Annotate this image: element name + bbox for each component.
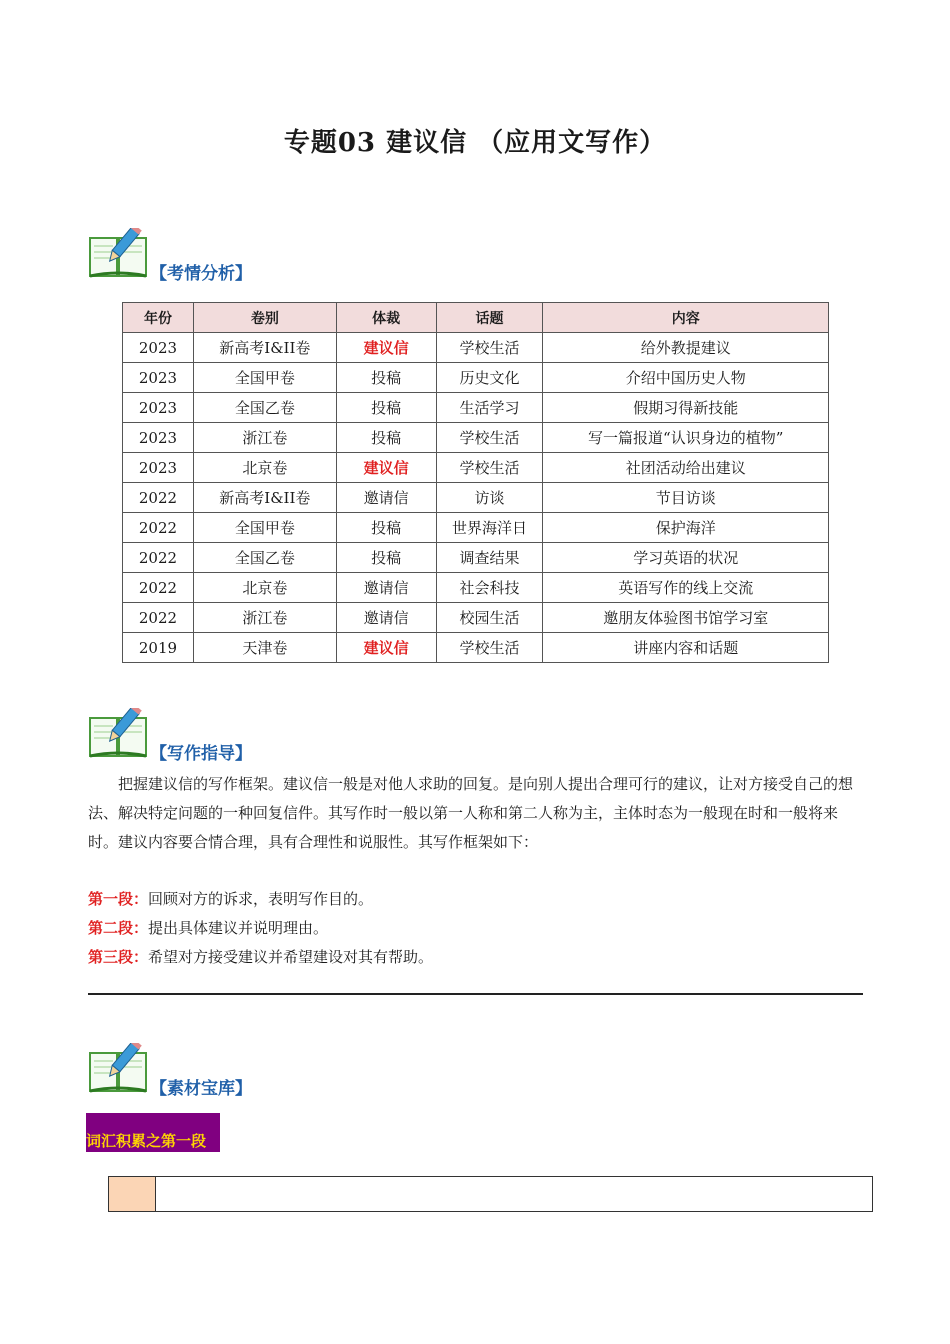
cell-year: 2023 [123,333,194,363]
table-row [123,423,829,453]
exam-analysis-table [122,302,829,663]
cell-year: 2023 [123,423,194,453]
table-row [123,483,829,513]
table-row [123,513,829,543]
table-row [123,603,829,633]
column-header-genre: 体裁 [336,303,436,333]
cell-content: 英语写作的线上交流 [543,573,829,603]
table-row [123,573,829,603]
cell-genre: 投稿 [336,543,436,573]
cell-year: 2023 [123,453,194,483]
cell-paper: 北京卷 [193,453,336,483]
cell-genre: 邀请信 [336,603,436,633]
cell-year: 2022 [123,483,194,513]
cell-content: 社团活动给出建议 [543,453,829,483]
vocab-tag: 词汇积累之第一段 [86,1113,220,1152]
cell-topic: 学校生活 [436,633,543,663]
vocab-table-content-cell [156,1177,872,1211]
column-header-year: 年份 [123,303,194,333]
section-guide-label: 【写作指导】 [150,744,252,764]
table-row [123,633,829,663]
cell-genre: 邀请信 [336,573,436,603]
cell-paper: 全国甲卷 [193,513,336,543]
cell-paper: 全国乙卷 [193,393,336,423]
cell-content: 节目访谈 [543,483,829,513]
cell-content: 讲座内容和话题 [543,633,829,663]
section-guide [88,708,388,764]
vocab-table [108,1176,873,1212]
paragraph-2 [88,917,328,938]
table-row [123,543,829,573]
cell-year: 2019 [123,633,194,663]
cell-genre: 投稿 [336,393,436,423]
cell-topic: 社会科技 [436,573,543,603]
cell-topic: 学校生活 [436,453,543,483]
cell-topic: 访谈 [436,483,543,513]
cell-year: 2022 [123,543,194,573]
book-pencil-icon [88,708,150,760]
paragraph-2-label: 第二段： [88,919,149,937]
cell-content: 介绍中国历史人物 [543,363,829,393]
cell-topic: 调查结果 [436,543,543,573]
cell-genre: 投稿 [336,423,436,453]
section-analysis-label: 【考情分析】 [150,264,252,284]
cell-paper: 全国乙卷 [193,543,336,573]
cell-paper: 全国甲卷 [193,363,336,393]
paragraph-3 [88,946,433,967]
column-header-content: 内容 [543,303,829,333]
paragraph-2-text: 提出具体建议并说明理由。 [148,919,329,937]
cell-content: 保护海洋 [543,513,829,543]
cell-content: 邀朋友体验图书馆学习室 [543,603,829,633]
cell-year: 2023 [123,363,194,393]
cell-topic: 历史文化 [436,363,543,393]
cell-genre: 投稿 [336,363,436,393]
cell-year: 2022 [123,573,194,603]
cell-content: 写一篇报道“认识身边的植物” [543,423,829,453]
cell-paper: 天津卷 [193,633,336,663]
cell-genre: 建议信 [336,333,436,363]
cell-paper: 浙江卷 [193,423,336,453]
section-materials [88,1043,388,1099]
cell-content: 假期习得新技能 [543,393,829,423]
cell-year: 2022 [123,513,194,543]
cell-topic: 生活学习 [436,393,543,423]
guide-paragraph: 把握建议信的写作框架。建议信一般是对他人求助的回复。是向别人提出合理可行的建议，让对方接受自己的想法、解决特定问题的一种回复信件。其写作时一般以第一人称和第二人称为主，主体时态为一般现在时和一般将来时。建议内容要合情合理，具有合理性和说服性。其写作框架如下： [88,775,854,851]
table-row [123,393,829,423]
column-header-topic: 话题 [436,303,543,333]
cell-genre: 邀请信 [336,483,436,513]
paragraph-1 [88,888,373,909]
section-divider [88,993,863,995]
table-row [123,453,829,483]
book-pencil-icon [88,228,150,280]
paragraph-1-label: 第一段： [88,890,149,908]
cell-genre: 建议信 [336,633,436,663]
cell-topic: 世界海洋日 [436,513,543,543]
column-header-paper: 卷别 [193,303,336,333]
cell-genre: 建议信 [336,453,436,483]
section-analysis [88,228,388,284]
section-materials-label: 【素材宝库】 [150,1079,252,1099]
book-pencil-icon [88,1043,150,1095]
page-title: 专题03 建议信 （应用文写作） [283,128,667,158]
cell-year: 2022 [123,603,194,633]
cell-content: 学习英语的状况 [543,543,829,573]
cell-topic: 校园生活 [436,603,543,633]
table-header-row [123,303,829,333]
paragraph-3-label: 第三段： [88,948,149,966]
cell-paper: 新高考I&II卷 [193,333,336,363]
cell-topic: 学校生活 [436,333,543,363]
paragraph-3-text: 希望对方接受建议并希望建设对其有帮助。 [148,948,434,966]
table-row [123,363,829,393]
cell-paper: 浙江卷 [193,603,336,633]
cell-year: 2023 [123,393,194,423]
cell-topic: 学校生活 [436,423,543,453]
cell-paper: 北京卷 [193,573,336,603]
cell-content: 给外教提建议 [543,333,829,363]
table-row [123,333,829,363]
paragraph-1-text: 回顾对方的诉求，表明写作目的。 [148,890,374,908]
cell-genre: 投稿 [336,513,436,543]
cell-paper: 新高考I&II卷 [193,483,336,513]
vocab-table-number-cell [109,1177,156,1211]
